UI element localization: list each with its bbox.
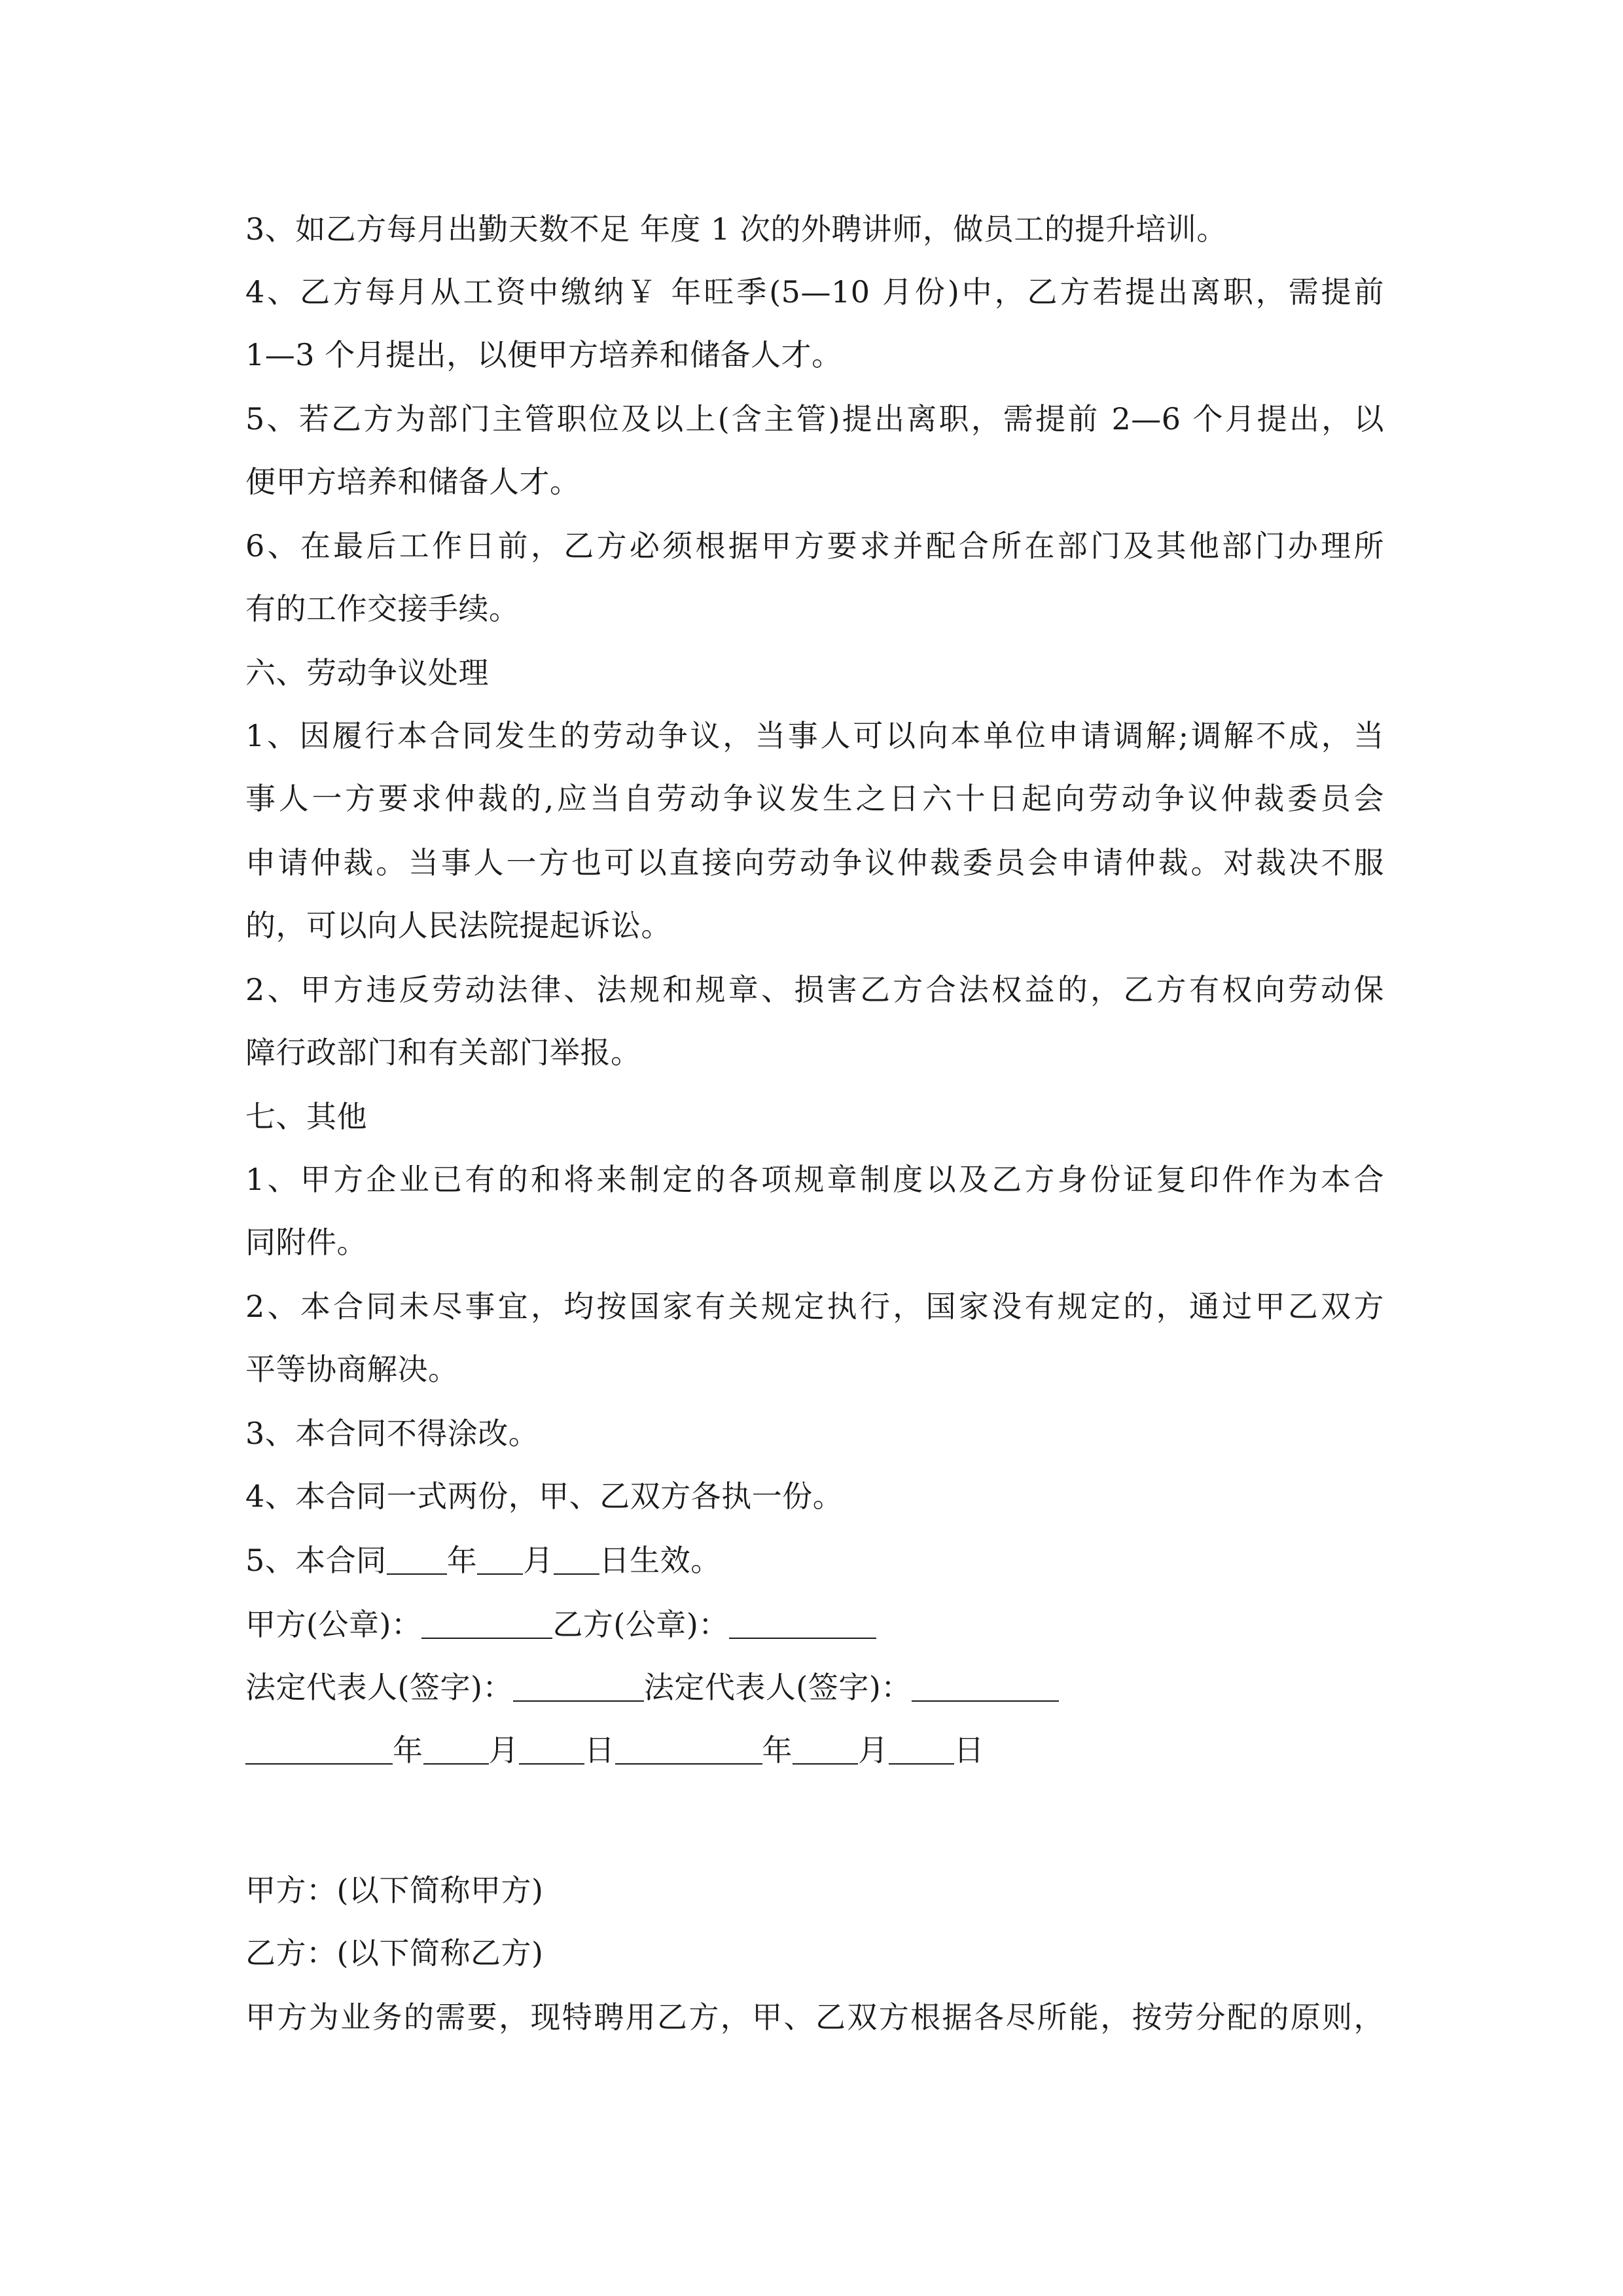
signature-date-line <box>245 1729 1384 1771</box>
party-a-day-blank <box>519 1734 584 1765</box>
party-a-rep-blank <box>513 1672 644 1702</box>
clause-3-line-1: 3、如乙方每月出勤天数不足 年度 1 次的外聘讲师，做员工的提升培训。 <box>245 211 1227 247</box>
effective-day-suffix: 日生效。 <box>599 1543 721 1578</box>
party-b-year-label: 年 <box>762 1732 793 1768</box>
section-heading-dispute: 六、劳动争议处理 <box>245 655 489 691</box>
party-a-seal-label: 甲方(公章)： <box>245 1607 422 1642</box>
effective-prefix: 5、本合同 <box>245 1543 387 1578</box>
clause-6-line-1: 6、在最后工作日前，乙方必须根据甲方要求并配合所在部门及其他部门办理所 <box>245 528 1384 564</box>
other-3-line: 3、本合同不得涂改。 <box>245 1416 539 1451</box>
other-1-line-2: 同附件。 <box>245 1225 367 1260</box>
party-b-rep-label: 法定代表人(签字)： <box>643 1670 912 1705</box>
party-b-month-blank <box>793 1734 858 1765</box>
party-b-seal-blank <box>729 1609 876 1639</box>
year-blank <box>387 1545 447 1575</box>
clause-4-line-1: 4、乙方每月从工资中缴纳￥ 年旺季(5—10 月份)中，乙方若提出离职，需提前 <box>245 274 1385 310</box>
party-b-rep-blank <box>912 1672 1059 1702</box>
party-b-day-blank <box>889 1734 954 1765</box>
party-a-intro: 甲方：(以下简称甲方) <box>245 1873 544 1908</box>
day-blank <box>554 1545 599 1575</box>
seal-line <box>245 1604 1384 1645</box>
party-b-day-label: 日 <box>954 1732 984 1768</box>
effective-date-line <box>245 1539 1384 1581</box>
party-a-year-label: 年 <box>393 1732 423 1768</box>
other-4-line: 4、本合同一式两份，甲、乙双方各执一份。 <box>245 1479 844 1514</box>
effective-year-label: 年 <box>446 1543 478 1578</box>
dispute-2-line-1: 2、甲方违反劳动法律、法规和规章、损害乙方合法权益的，乙方有权向劳动保 <box>245 972 1384 1007</box>
dispute-2-line-2: 障行政部门和有关部门举报。 <box>245 1035 641 1070</box>
dispute-1-line-1: 1、因履行本合同发生的劳动争议，当事人可以向本单位申请调解;调解不成，当 <box>245 718 1384 753</box>
other-1-line-1: 1、甲方企业已有的和将来制定的各项规章制度以及乙方身份证复印件作为本合 <box>245 1162 1384 1197</box>
dispute-1-line-2: 事人一方要求仲裁的,应当自劳动争议发生之日六十日起向劳动争议仲裁委员会 <box>245 781 1384 816</box>
dispute-1-line-4: 的，可以向人民法院提起诉讼。 <box>245 908 671 943</box>
clause-4-line-2: 1—3 个月提出，以便甲方培养和储备人才。 <box>245 337 842 372</box>
dispute-1-line-3: 申请仲裁。当事人一方也可以直接向劳动争议仲裁委员会申请仲裁。对裁决不服 <box>245 845 1384 880</box>
party-a-seal-blank <box>421 1609 552 1639</box>
party-b-intro: 乙方：(以下简称乙方) <box>245 1935 544 1971</box>
clause-6-line-2: 有的工作交接手续。 <box>245 591 520 626</box>
clause-5-line-1: 5、若乙方为部门主管职位及以上(含主管)提出离职，需提前 2—6 个月提出，以 <box>245 401 1384 437</box>
party-a-day-label: 日 <box>584 1732 615 1768</box>
effective-month-label: 月 <box>523 1543 554 1578</box>
party-a-month-blank <box>423 1734 489 1765</box>
other-2-line-1: 2、本合同未尽事宜，均按国家有关规定执行，国家没有规定的，通过甲乙双方 <box>245 1289 1384 1324</box>
party-a-rep-label: 法定代表人(签字)： <box>245 1670 513 1705</box>
section-heading-other: 七、其他 <box>245 1099 367 1134</box>
other-2-line-2: 平等协商解决。 <box>245 1352 459 1387</box>
contract-purpose-line: 甲方为业务的需要，现特聘用乙方，甲、乙双方根据各尽所能，按劳分配的原则， <box>245 2000 1384 2035</box>
representative-line <box>245 1666 1384 1708</box>
party-b-year-blank <box>615 1734 762 1765</box>
party-a-year-blank <box>245 1734 393 1765</box>
party-a-month-label: 月 <box>488 1732 519 1768</box>
month-blank <box>477 1545 523 1575</box>
party-b-month-label: 月 <box>858 1732 889 1768</box>
clause-5-line-2: 便甲方培养和储备人才。 <box>245 464 580 499</box>
party-b-seal-label: 乙方(公章)： <box>552 1607 729 1642</box>
